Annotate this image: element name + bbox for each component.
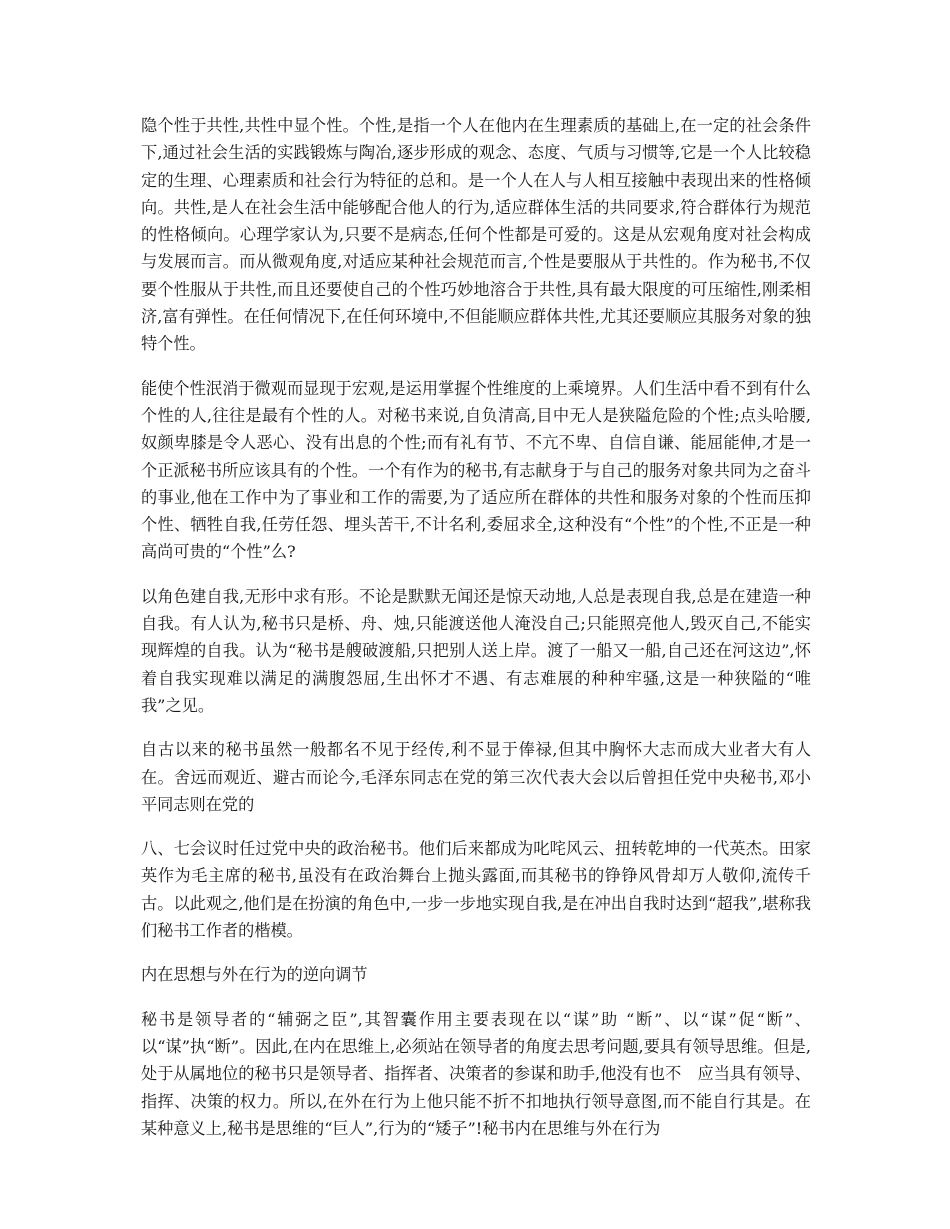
paragraph-eighth-seventh-meeting: 八、七会议时任过党中央的政治秘书。他们后来都成为叱咤风云、扭转乾坤的一代英杰。田家英作为毛主席的秘书,虽没有在政治舞台上抛头露面,而其秘书的铮铮风骨却万人敬仰,流传千古。以此观之,他们是在扮演的角色中,一步一步地实现自我,是在冲出自我时达到“超我”,堪称我们秘书工作者的楷模。	[141, 839, 811, 941]
section-heading: 内在思想与外在行为的逆向调节	[141, 965, 368, 985]
document-body	[141, 112, 811, 1159]
paragraph-role-self: 以角色建自我,无形中求有形。不论是默默无闻还是惊天动地,人总是表现自我,总是在建造一种自我。有人认为,秘书只是桥、舟、烛,只能渡送他人淹没自己;只能照亮他人,毁灭自己,不能实现辉煌的自我。认为“秘书是艘破渡船,只把别人送上岸。渡了一船又一船,自己还在河这边”,怀着自我实现难以满足的满腹怨屈,生出怀才不遇、有志难展的种种牢骚,这是一种狭隘的“唯我”之见。	[141, 586, 811, 715]
paragraph-advisor-role: 秘书是领导者的“辅弼之臣”,其智囊作用主要表现在以“谋”助 “断”、以“谋”促“断”、以“谋”执“断”。因此,在内在思维上,必须站在领导者的角度去思考问题,要具有领导思维。但是,处于从属地位的秘书只是领导者、指挥者、决策者的参谋和助手,他没有也不 应当具有领导、指挥、决策的权力。所以,在外在行为上他只能不折不扣地执行领导意图,而不能自行其是。在某种意义上,秘书是思维的“巨人”,行为的“矮子”!秘书内在思维与外在行为	[141, 1009, 811, 1138]
paragraph-historical-secretaries: 自古以来的秘书虽然一般都名不见于经传,利不显于俸禄,但其中胸怀大志而成大业者大有人在。舍远而观近、避古而论今,毛泽东同志在党的第三次代表大会以后曾担任党中央秘书,邓小平同志则在党的	[141, 740, 811, 814]
paragraph-macro-micro: 能使个性泯消于微观而显现于宏观,是运用掌握个性维度的上乘境界。人们生活中看不到有什么个性的人,往往是最有个性的人。对秘书来说,自负清高,目中无人是狭隘危险的个性;点头哈腰,奴颜卑膝是令人恶心、没有出息的个性;而有礼有节、不亢不卑、自信自谦、能屈能伸,才是一个正派秘书所应该具有的个性。一个有作为的秘书,有志献身于与自己的服务对象共同为之奋斗的事业,他在工作中为了事业和工作的需要,为了适应所在群体的共性和服务对象的个性而压抑个性、牺牲自我,任劳任怨、埋头苦干,不计名利,委屈求全,这种没有“个性”的个性,不正是一种高尚可贵的“个性”么?	[141, 378, 811, 562]
paragraph-individuality-commonality: 隐个性于共性,共性中显个性。个性,是指一个人在他内在生理素质的基础上,在一定的社会条件下,通过社会生活的实践锻炼与陶冶,逐步形成的观念、态度、气质与习惯等,它是一个人比较稳定的生理、心理素质和社会行为特征的总和。是一个人在人与人相互接触中表现出来的性格倾向。共性,是人在社会生活中能够配合他人的行为,适应群体生活的共同要求,符合群体行为规范的性格倾向。心理学家认为,只要不是病态,任何个性都是可爱的。这是从宏观角度对社会构成与发展而言。而从微观角度,对适应某种社会规范而言,个性是要服从于共性的。作为秘书,不仅要个性服从于共性,而且还要使自己的个性巧妙地溶合于共性,具有最大限度的可压缩性,刚柔相济,富有弹性。在任何情况下,在任何环境中,不但能顺应群体共性,尤其还要顺应其服务对象的独特个性。	[141, 116, 811, 354]
